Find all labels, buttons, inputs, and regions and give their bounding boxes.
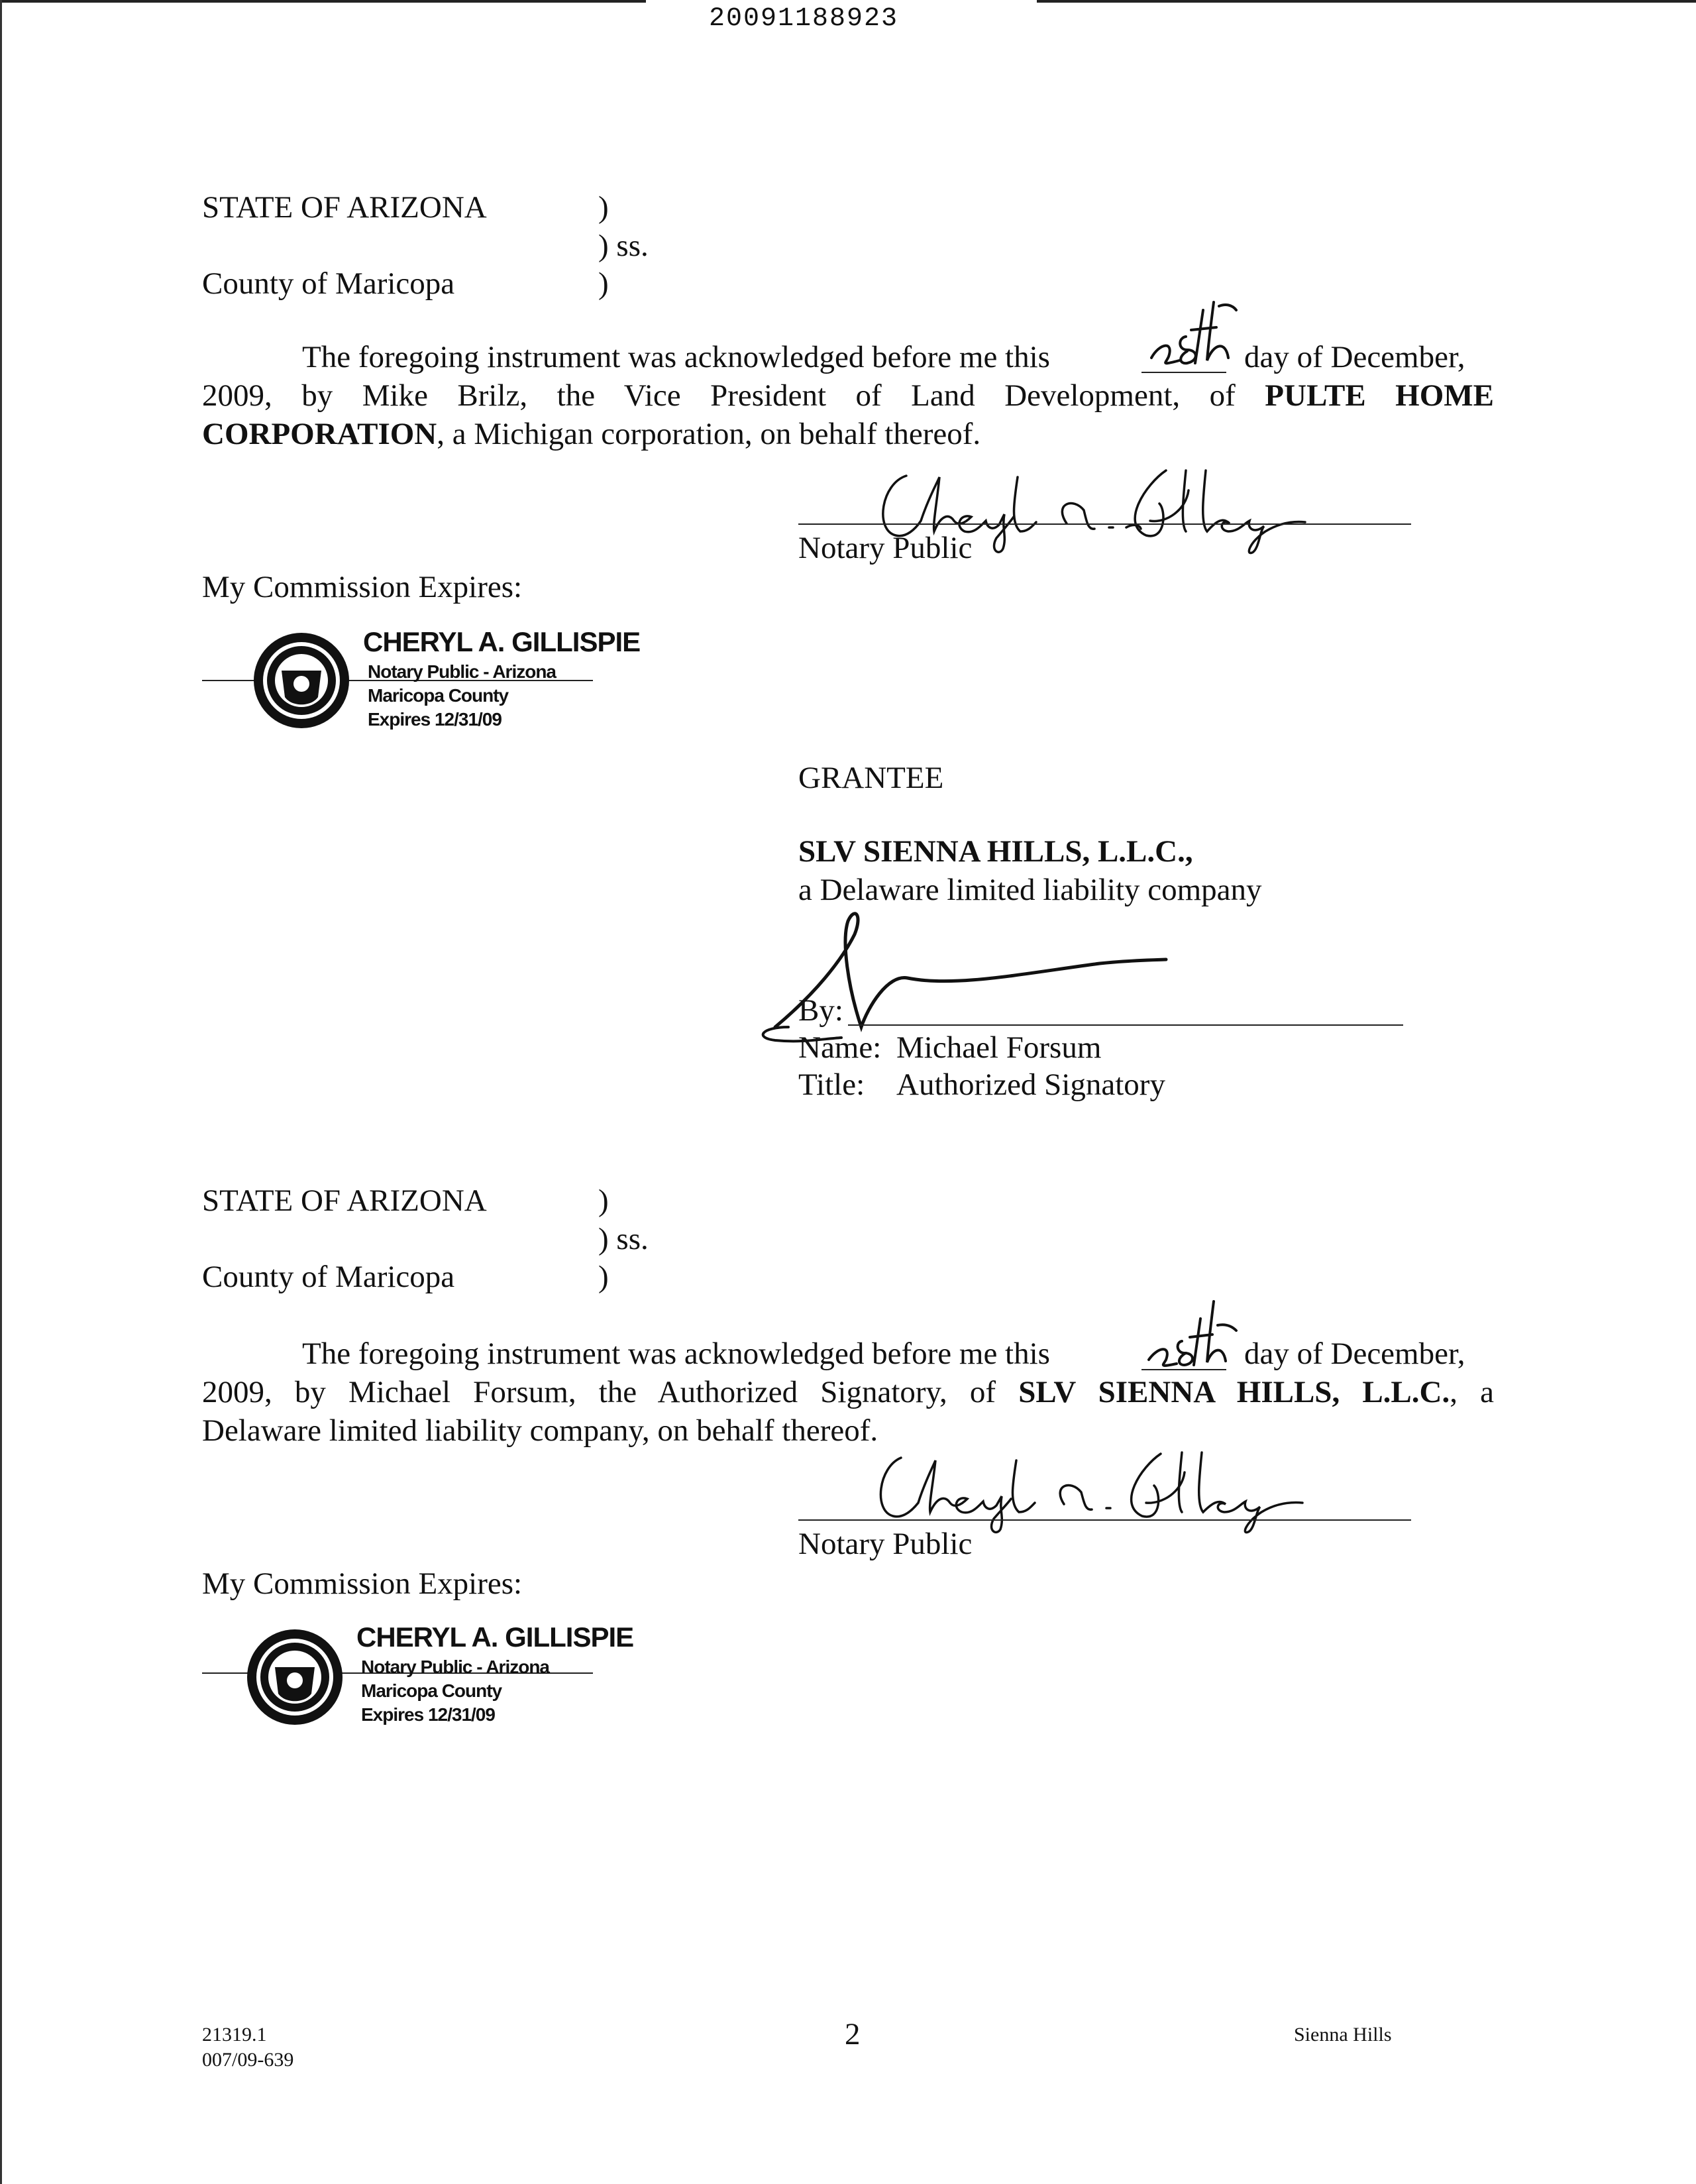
- ack-line-1-end: day of December,: [1244, 340, 1465, 374]
- ss-label-1: ) ss.: [598, 229, 649, 263]
- ack2-line-3: Delaware limited liability company, on behalf thereof.: [202, 1413, 878, 1448]
- state-label-2: STATE OF ARIZONA: [202, 1183, 487, 1218]
- by-signature-line: [848, 1024, 1403, 1026]
- ss-label-2: ) ss.: [598, 1222, 649, 1256]
- ack-line-2: [202, 376, 1494, 415]
- ack2-line-1-start: The foregoing instrument was acknowledged before me this: [302, 1337, 1050, 1371]
- county-label-1: County of Maricopa: [202, 266, 455, 301]
- stamp-title-2: Notary Public - Arizona: [361, 1657, 550, 1677]
- day-handwriting-1: [1140, 297, 1239, 373]
- footer-doc-id: 21319.1: [202, 2024, 267, 2046]
- footer-project: Sienna Hills: [1294, 2024, 1392, 2046]
- notary-signature-line-2: [798, 1519, 1411, 1521]
- company-bold-2: SLV SIENNA HILLS, L.L.C.: [1018, 1375, 1450, 1409]
- stamp-expires-1: Expires 12/31/09: [368, 709, 502, 730]
- stamp-county-2: Maricopa County: [361, 1680, 502, 1701]
- ack2-line-1-end: day of December,: [1244, 1337, 1465, 1371]
- ack2-line-2: [202, 1372, 1494, 1412]
- grantee-company: [798, 832, 1193, 871]
- ack-line-3: [202, 414, 980, 454]
- page-number: 2: [845, 2017, 861, 2051]
- paren-2a: ): [598, 1183, 609, 1218]
- name-label: Name:: [798, 1030, 882, 1065]
- stamp-name-2: CHERYL A. GILLISPIE: [356, 1621, 634, 1653]
- title-value: Authorized Signatory: [896, 1067, 1165, 1102]
- paren-2c: ): [598, 1260, 609, 1294]
- footer-file-no: 007/09-639: [202, 2049, 294, 2071]
- by-label: By:: [798, 993, 843, 1028]
- day-handwriting-2: [1140, 1299, 1239, 1372]
- notary-signature-2: [855, 1438, 1332, 1537]
- top-border-right: [1037, 0, 1696, 3]
- left-scan-edge: [0, 0, 2, 2184]
- stamp-expires-2: Expires 12/31/09: [361, 1704, 495, 1725]
- stamp-title-1: Notary Public - Arizona: [368, 661, 556, 682]
- grantee-heading: GRANTEE: [798, 761, 944, 795]
- paren-1a: ): [598, 190, 609, 225]
- ack-line-2-text: 2009, by Mike Brilz, the Vice President of Land Development, of: [202, 378, 1236, 413]
- company-bold-1b: CORPORATION: [202, 417, 437, 451]
- commission-label-2: My Commission Expires:: [202, 1566, 523, 1601]
- notary-seal-icon: [252, 631, 351, 730]
- notary-signature-line-1: [798, 523, 1411, 525]
- name-value: Michael Forsum: [896, 1030, 1102, 1065]
- grantee-company-desc: a Delaware limited liability company: [798, 873, 1262, 907]
- paren-1c: ): [598, 266, 609, 301]
- ack-line-1-start: The foregoing instrument was acknowledged before me this: [302, 340, 1050, 374]
- title-label: Title:: [798, 1067, 865, 1102]
- notary-public-label-1: Notary Public: [798, 531, 973, 565]
- commission-label-1: My Commission Expires:: [202, 570, 523, 604]
- stamp-name-1: CHERYL A. GILLISPIE: [363, 626, 641, 657]
- grantee-company-bold: SLV SIENNA HILLS, L.L.C.,: [798, 834, 1193, 869]
- ack2-line-2-tail: , a: [1450, 1375, 1494, 1409]
- notary-seal-icon: [245, 1627, 344, 1727]
- county-label-2: County of Maricopa: [202, 1260, 455, 1294]
- company-bold-1: PULTE HOME: [1265, 378, 1494, 413]
- ack2-line-2-text: 2009, by Michael Forsum, the Authorized Signatory, of: [202, 1375, 996, 1409]
- top-border-left: [0, 0, 646, 3]
- ack-line-3-text: , a Michigan corporation, on behalf thereof.: [437, 417, 981, 451]
- state-label-1: STATE OF ARIZONA: [202, 190, 487, 225]
- stamp-county-1: Maricopa County: [368, 685, 509, 706]
- recording-number: 20091188923: [709, 4, 899, 34]
- notary-public-label-2: Notary Public: [798, 1527, 973, 1561]
